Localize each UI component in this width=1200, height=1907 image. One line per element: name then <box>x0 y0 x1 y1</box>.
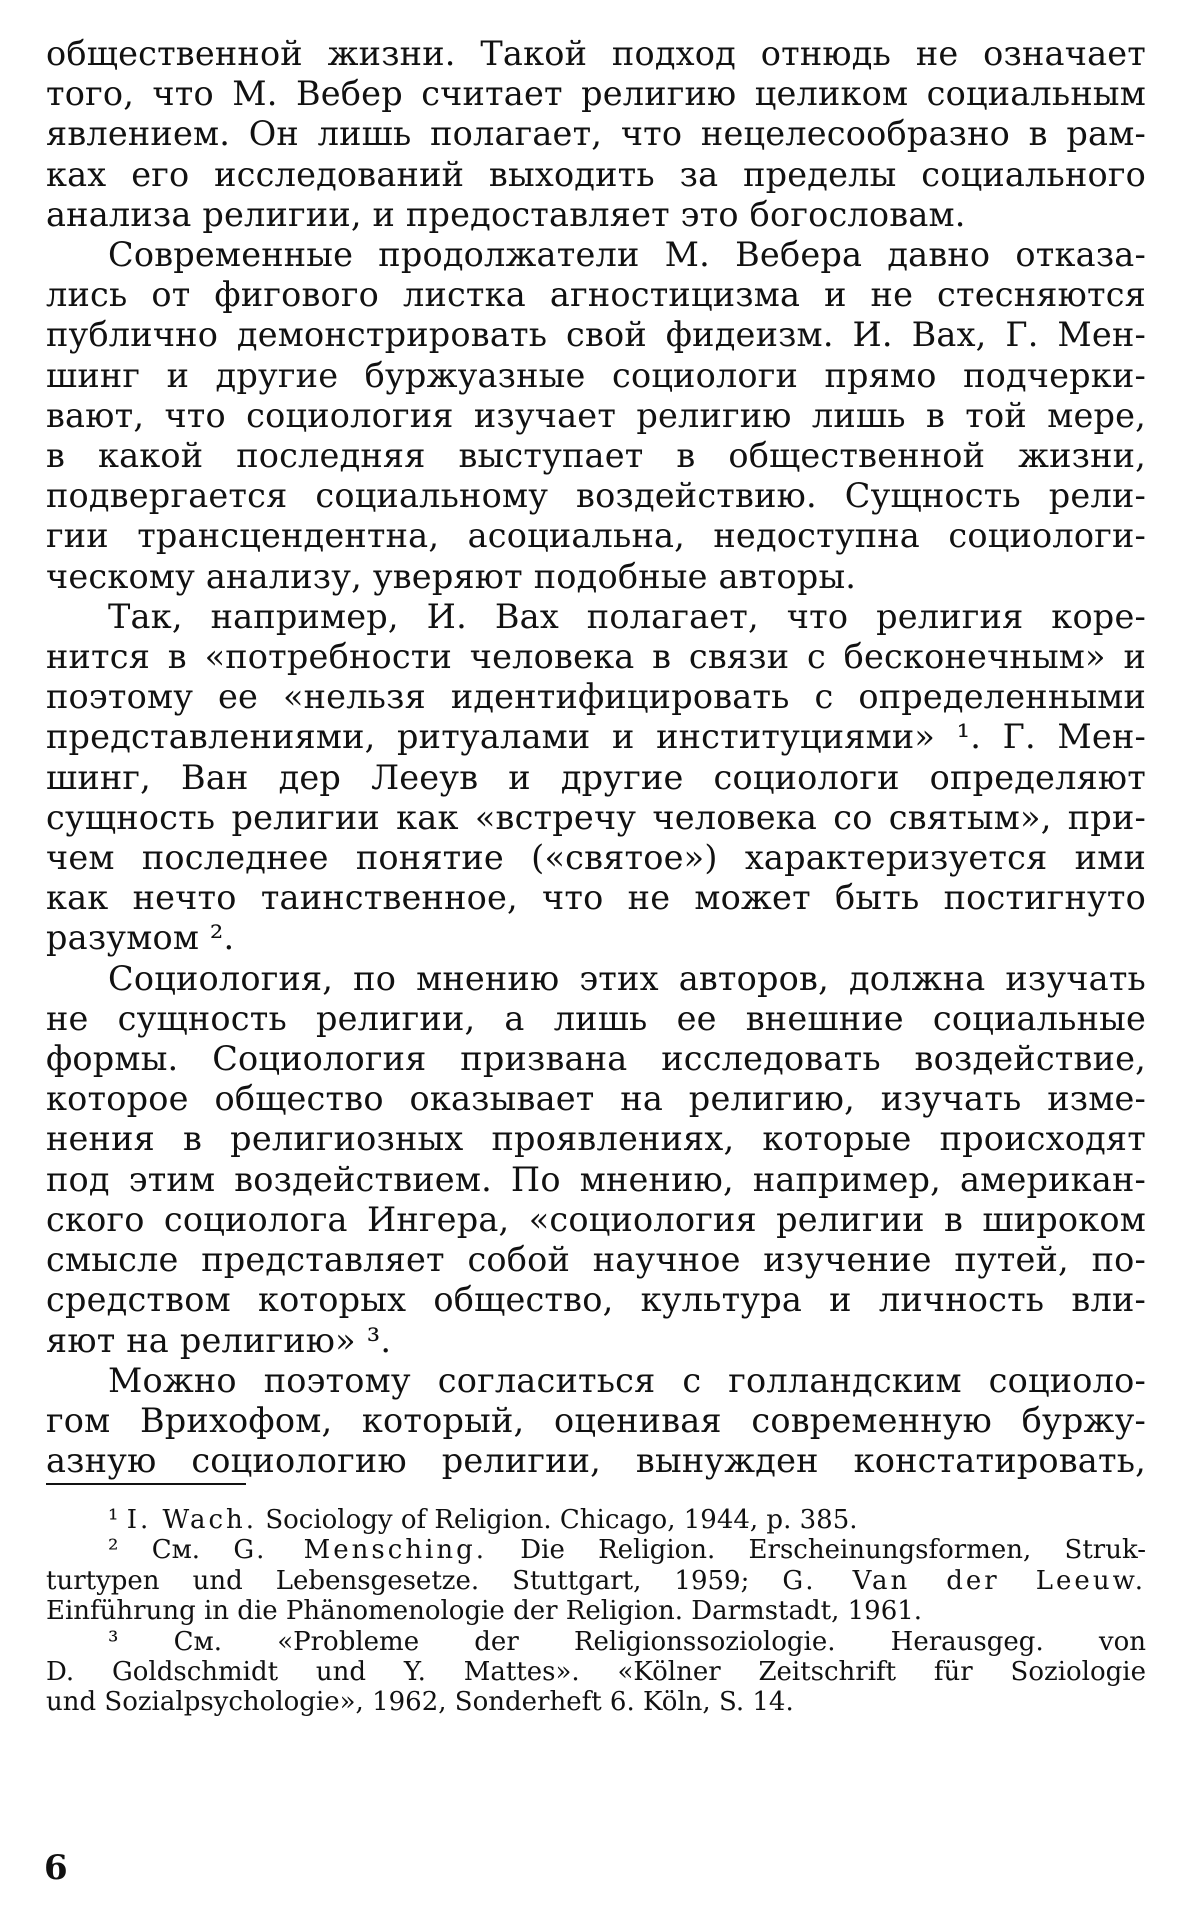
text-line: поэтому ее «нельзя идентифицировать с определенными <box>46 677 1146 717</box>
page-number: 6 <box>44 1848 68 1888</box>
text-line: гии трансцендентна, асоциальна, недоступна социологи- <box>46 516 1146 556</box>
text-line: явлением. Он лишь полагает, что нецелесообразно в рам- <box>46 114 1146 154</box>
text-line: ках его исследований выходить за пределы социального <box>46 154 1146 194</box>
footnote-3-line-1 <box>46 1627 1146 1657</box>
footnote-2-marker: ² <box>108 1535 119 1566</box>
text-line: Современные продолжатели М. Вебера давно отказа- <box>108 235 1146 275</box>
text-line: Так, например, И. Вах полагает, что религия коре- <box>108 596 1146 636</box>
text-line: вают, что социология изучает религию лишь в той мере, <box>46 395 1146 435</box>
text-line: которое общество оказывает на религию, изучать изме- <box>46 1079 1146 1119</box>
text-line: как нечто таинственное, что не может быть постигнуто <box>46 878 1146 918</box>
text-line: разумом ². <box>46 918 235 958</box>
footnote-1-marker: ¹ <box>108 1505 119 1535</box>
text-line: ского социолога Ингера, «социология религии в широком <box>46 1199 1146 1239</box>
text-line: подвергается социальному воздействию. Сущность рели- <box>46 476 1146 516</box>
footnotes <box>46 1505 1146 1718</box>
main-text <box>46 34 1146 1481</box>
text-line: анализа религии, и предоставляет это богословам. <box>46 194 966 234</box>
footnote-divider <box>46 1483 246 1485</box>
text-line: того, что М. Вебер считает религию целиком социальным <box>46 74 1146 114</box>
text-line: шинг, Ван дер Леeув и другие социологи определяют <box>46 757 1146 797</box>
text-line: общественной жизни. Такой подход отнюдь не означает <box>46 34 1146 73</box>
footnote-3-line-1-text: См. «Probleme der Religionssoziologie. Herausgeg. von <box>173 1626 1146 1657</box>
text-line: гом Врихофом, который, оценивая современную буржу- <box>46 1400 1146 1440</box>
text-line: яют на религию» ³. <box>46 1320 392 1360</box>
footnote-2-author-1: G. Mensching. <box>233 1535 488 1566</box>
text-line: нения в религиозных проявлениях, которые происходят <box>46 1119 1146 1159</box>
text-line: Можно поэтому согласиться с голландским социоло- <box>108 1360 1146 1400</box>
text-line: Социология, по мнению этих авторов, должна изучать <box>108 958 1146 998</box>
footnote-2-line-1-text: Die Religion. Erscheinungsformen, Struk- <box>520 1535 1147 1566</box>
text-line: представлениями, ритуалами и институциями» ¹. Г. Мен- <box>46 717 1146 757</box>
footnote-2-author-2: G. Van der Leeuw. <box>782 1565 1146 1596</box>
text-line: публично демонстрировать свой фидеизм. И. Вах, Г. Мен- <box>46 315 1146 355</box>
text-line: в какой последняя выступает в общественной жизни, <box>46 436 1146 476</box>
text-line: формы. Социология призвана исследовать воздействие, <box>46 1039 1146 1079</box>
text-line: шинг и другие буржуазные социологи прямо подчерки- <box>46 355 1146 395</box>
text-line: чем последнее понятие («святое») характеризуется ими <box>46 838 1146 878</box>
footnote-1 <box>46 1505 1146 1535</box>
footnote-3-marker: ³ <box>108 1626 119 1657</box>
text-line: нится в «потребности человека в связи с бесконечным» и <box>46 637 1146 677</box>
text-line: не сущность религии, а лишь ее внешние социальные <box>46 998 1146 1038</box>
text-line: смысле представляет собой научное изучение путей, по- <box>46 1240 1146 1280</box>
footnote-2-line-2-text: turtypen und Lebensgesetze. Stuttgart, 1959; <box>46 1565 750 1596</box>
text-line: под этим воздействием. По мнению, например, американ- <box>46 1159 1146 1199</box>
text-line: азную социологию религии, вынужден констатировать, <box>46 1441 1146 1481</box>
footnote-2-line-2 <box>46 1566 1146 1596</box>
text-line: средством которых общество, культура и личность вли- <box>46 1280 1146 1320</box>
text-line: ческому анализу, уверяют подобные авторы. <box>46 556 857 596</box>
footnote-2-line-3: Einführung in die Phänomenologie der Religion. Darmstadt, 1961. <box>46 1596 923 1627</box>
footnote-1-text: Sociology of Religion. Chicago, 1944, p. 385. <box>265 1505 858 1535</box>
text-line: сущность религии как «встречу человека со святым», при- <box>46 797 1146 837</box>
footnote-2-prefix: См. <box>151 1535 201 1566</box>
footnote-2-line-1 <box>46 1535 1146 1565</box>
text-line: лись от фигового листка агностицизма и не стесняются <box>46 275 1146 315</box>
footnote-3-line-2: D. Goldschmidt und Y. Mattes». «Kölner Zeitschrift für Soziologie <box>46 1657 1146 1688</box>
footnote-3-line-3: und Sozialpsychologie», 1962, Sonderheft 6. Köln, S. 14. <box>46 1687 794 1718</box>
footnote-1-author: I. Wach. <box>126 1505 258 1535</box>
